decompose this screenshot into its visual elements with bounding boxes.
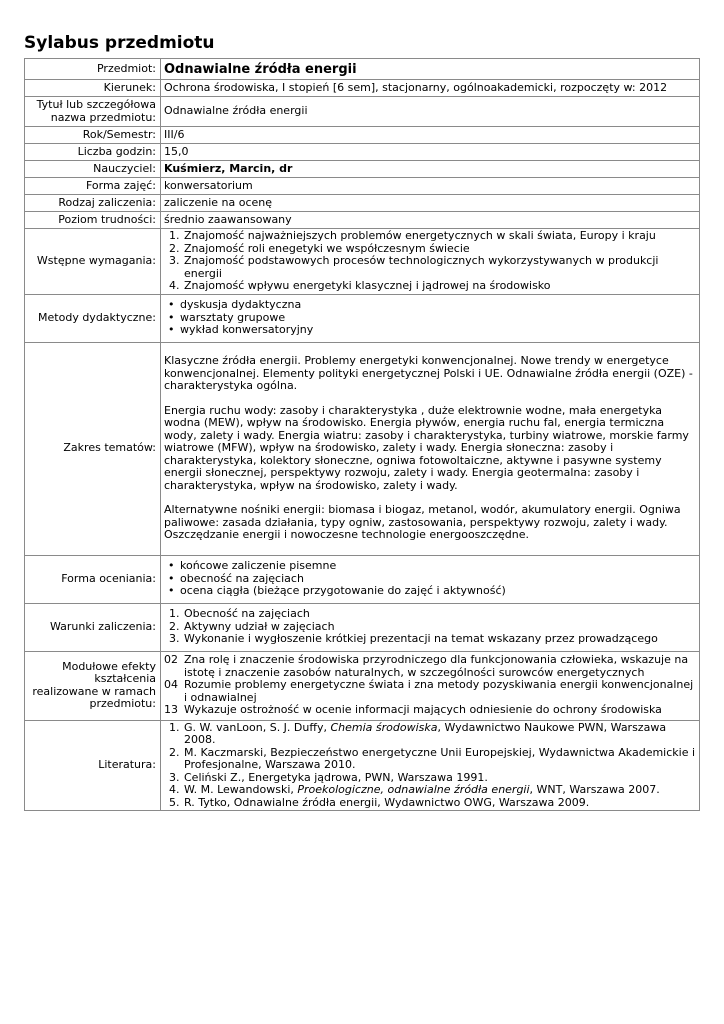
row-efekty xyxy=(25,651,700,720)
value-godziny: 15,0 xyxy=(161,144,700,161)
label-literatura: Literatura: xyxy=(25,720,161,811)
topics-paragraph: Klasyczne źródła energii. Problemy energetyki konwencjonalnej. Nowe trendy w energetyce konwencjonalnej. Elementy polityki energetycznej Polski i UE. Odnawialne źródła energii (OZE) - charakterystyka ogólna. xyxy=(164,354,693,393)
row-tytul xyxy=(25,97,700,127)
list-item: 3. Wykonanie i wygłoszenie krótkiej prezentacji na temat wskazany przez prowadzącego xyxy=(183,633,696,646)
label-zakres: Zakres tematów: xyxy=(25,342,161,555)
page-title: Sylabus przedmiotu xyxy=(24,33,215,53)
ref-post: , Wydawnictwo Naukowe PWN, Warszawa 2008. xyxy=(184,720,667,746)
label-nauczyciel: Nauczyciel: xyxy=(25,161,161,178)
ref-pre: G. W. vanLoon, S. J. Duffy, xyxy=(184,720,331,734)
label-poziom: Poziom trudności: xyxy=(25,212,161,229)
row-metody xyxy=(25,294,700,342)
label-efekty: Modułowe efekty kształcenia realizowane w ramach przedmiotu: xyxy=(25,651,161,720)
row-rok xyxy=(25,127,700,144)
outcomes-list xyxy=(164,654,696,717)
row-kierunek xyxy=(25,80,700,97)
list-item: 2. Znajomość roli enegetyki we współczesnym świecie xyxy=(183,243,696,256)
list-item: • warsztaty grupowe xyxy=(180,312,696,325)
list-item: • ocena ciągła (bieżące przygotowanie do zajęć i aktywność) xyxy=(180,585,696,598)
list-item: 4. Znajomość wpływu energetyki klasycznej i jądrowej na środowisko xyxy=(183,280,696,293)
list-item: • końcowe zaliczenie pisemne xyxy=(180,560,696,573)
row-literatura xyxy=(25,720,700,811)
value-warunki xyxy=(161,603,700,651)
list-item xyxy=(164,654,696,679)
list-item: • wykład konwersatoryjny xyxy=(180,324,696,337)
label-metody: Metody dydaktyczne: xyxy=(25,294,161,342)
topics-paragraph: Alternatywne nośniki energii: biomasa i biogaz, metanol, wodór, akumulatory energii. Ogniwa paliwowe: zasada działania, typy ogniw, zastosowania, perspektywy rozwoju, zalety i wady. Oszczędzanie energii i nowoczesne technologie energooszczędne. xyxy=(164,503,681,542)
subject-name: Odnawialne źródła energii xyxy=(164,61,357,77)
list-item: • dyskusja dydaktyczna xyxy=(180,299,696,312)
label-forma-zajec: Forma zajęć: xyxy=(25,178,161,195)
topics-paragraph: Energia ruchu wody: zasoby i charakterystyka , duże elektrownie wodne, mała energetyka wodna (MEW), wpływ na środowisko. Energia pływów, energia ruchu fal, energia termiczna wody, zalety i wady. Energia wiatru: zasoby i charakterystyka, turbiny wiatrowe, morskie farmy wiatrowe (MFW), wpływ na środowisko, zalety i wady. Energia słoneczna: zasoby i charakterystyka, kolektory słoneczne, ogniwa fotowoltaiczne, aktywne i pasywne systemy energii słonecznej, perspektywy rozwoju, zalety i wady. Energia geotermalna: zasoby i charakterystyka, wpływ na środowisko, zalety i wady. xyxy=(164,403,689,492)
row-godziny xyxy=(25,144,700,161)
value-zakres xyxy=(161,342,700,555)
label-kierunek: Kierunek: xyxy=(25,80,161,97)
label-godziny: Liczba godzin: xyxy=(25,144,161,161)
label-oceniania: Forma oceniania: xyxy=(25,555,161,603)
conditions-list xyxy=(164,608,696,646)
list-item: 1. Obecność na zajęciach xyxy=(183,608,696,621)
list-item xyxy=(183,797,696,810)
ref-pre: Celiński Z., Energetyka jądrowa, PWN, Warszawa 1991. xyxy=(184,770,488,784)
outcome-text: Zna rolę i znaczenie środowiska przyrodniczego dla funkcjonowania człowieka, wskazuje na istotę i znaczenie zasobów naturalnych, w szczególności surowców energetycznych xyxy=(184,653,689,679)
outcome-code: 02 xyxy=(164,653,178,667)
row-rodzaj-zaliczenia xyxy=(25,195,700,212)
outcome-code: 13 xyxy=(164,703,178,717)
ref-title: Proekologiczne, odnawialne źródła energii xyxy=(297,783,530,796)
outcome-code: 04 xyxy=(164,678,178,692)
label-wymagania: Wstępne wymagania: xyxy=(25,229,161,295)
value-efekty xyxy=(161,651,700,720)
label-rodzaj-zaliczenia: Rodzaj zaliczenia: xyxy=(25,195,161,212)
assessment-list xyxy=(164,560,696,598)
value-forma-zajec: konwersatorium xyxy=(161,178,700,195)
list-item xyxy=(164,704,696,717)
list-item xyxy=(164,679,696,704)
value-poziom: średnio zaawansowany xyxy=(161,212,700,229)
value-oceniania xyxy=(161,555,700,603)
row-warunki xyxy=(25,603,700,651)
value-metody xyxy=(161,294,700,342)
teacher-name: Kuśmierz, Marcin, dr xyxy=(164,161,293,175)
value-rok: III/6 xyxy=(161,127,700,144)
value-rodzaj-zaliczenia: zaliczenie na ocenę xyxy=(161,195,700,212)
list-item: 3. Znajomość podstawowych procesów technologicznych wykorzystywanych w produkcji energii xyxy=(183,255,696,280)
value-przedmiot xyxy=(161,59,700,80)
literature-list xyxy=(164,722,696,810)
row-wymagania xyxy=(25,229,700,295)
methods-list xyxy=(164,299,696,337)
ref-pre: R. Tytko, Odnawialne źródła energii, Wydawnictwo OWG, Warszawa 2009. xyxy=(184,795,590,809)
row-oceniania xyxy=(25,555,700,603)
outcome-text: Wykazuje ostrożność w ocenie informacji mających odniesienie do ochrony środowiska xyxy=(184,703,662,717)
value-nauczyciel xyxy=(161,161,700,178)
label-tytul: Tytuł lub szczegółowa nazwa przedmiotu: xyxy=(25,97,161,127)
list-item xyxy=(183,747,696,772)
list-item: 2. Aktywny udział w zajęciach xyxy=(183,621,696,634)
row-przedmiot xyxy=(25,59,700,80)
ref-post: , WNT, Warszawa 2007. xyxy=(529,783,660,796)
label-warunki: Warunki zaliczenia: xyxy=(25,603,161,651)
list-item xyxy=(183,722,696,747)
value-kierunek: Ochrona środowiska, I stopień [6 sem], stacjonarny, ogólnoakademicki, rozpoczęty w: 2012 xyxy=(161,80,700,97)
row-zakres xyxy=(25,342,700,555)
syllabus-table xyxy=(24,58,700,811)
outcome-text: Rozumie problemy energetyczne świata i zna metody pozyskiwania energii konwencjonalnej i odnawialnej xyxy=(184,678,694,704)
value-wymagania xyxy=(161,229,700,295)
value-tytul: Odnawialne źródła energii xyxy=(161,97,700,127)
list-item: • obecność na zajęciach xyxy=(180,573,696,586)
label-przedmiot: Przedmiot: xyxy=(25,59,161,80)
ref-title: Chemia środowiska xyxy=(330,720,438,734)
row-poziom xyxy=(25,212,700,229)
list-item: 1. Znajomość najważniejszych problemów energetycznych w skali świata, Europy i kraju xyxy=(183,230,696,243)
value-literatura xyxy=(161,720,700,811)
ref-pre: M. Kaczmarski, Bezpieczeństwo energetyczne Unii Europejskiej, Wydawnictwa Akademickie i Profesjonalne, Warszawa 2010. xyxy=(184,745,696,771)
ref-pre: W. M. Lewandowski, xyxy=(184,783,298,796)
row-nauczyciel xyxy=(25,161,700,178)
row-forma-zajec xyxy=(25,178,700,195)
requirements-list xyxy=(164,230,696,293)
label-rok: Rok/Semestr: xyxy=(25,127,161,144)
